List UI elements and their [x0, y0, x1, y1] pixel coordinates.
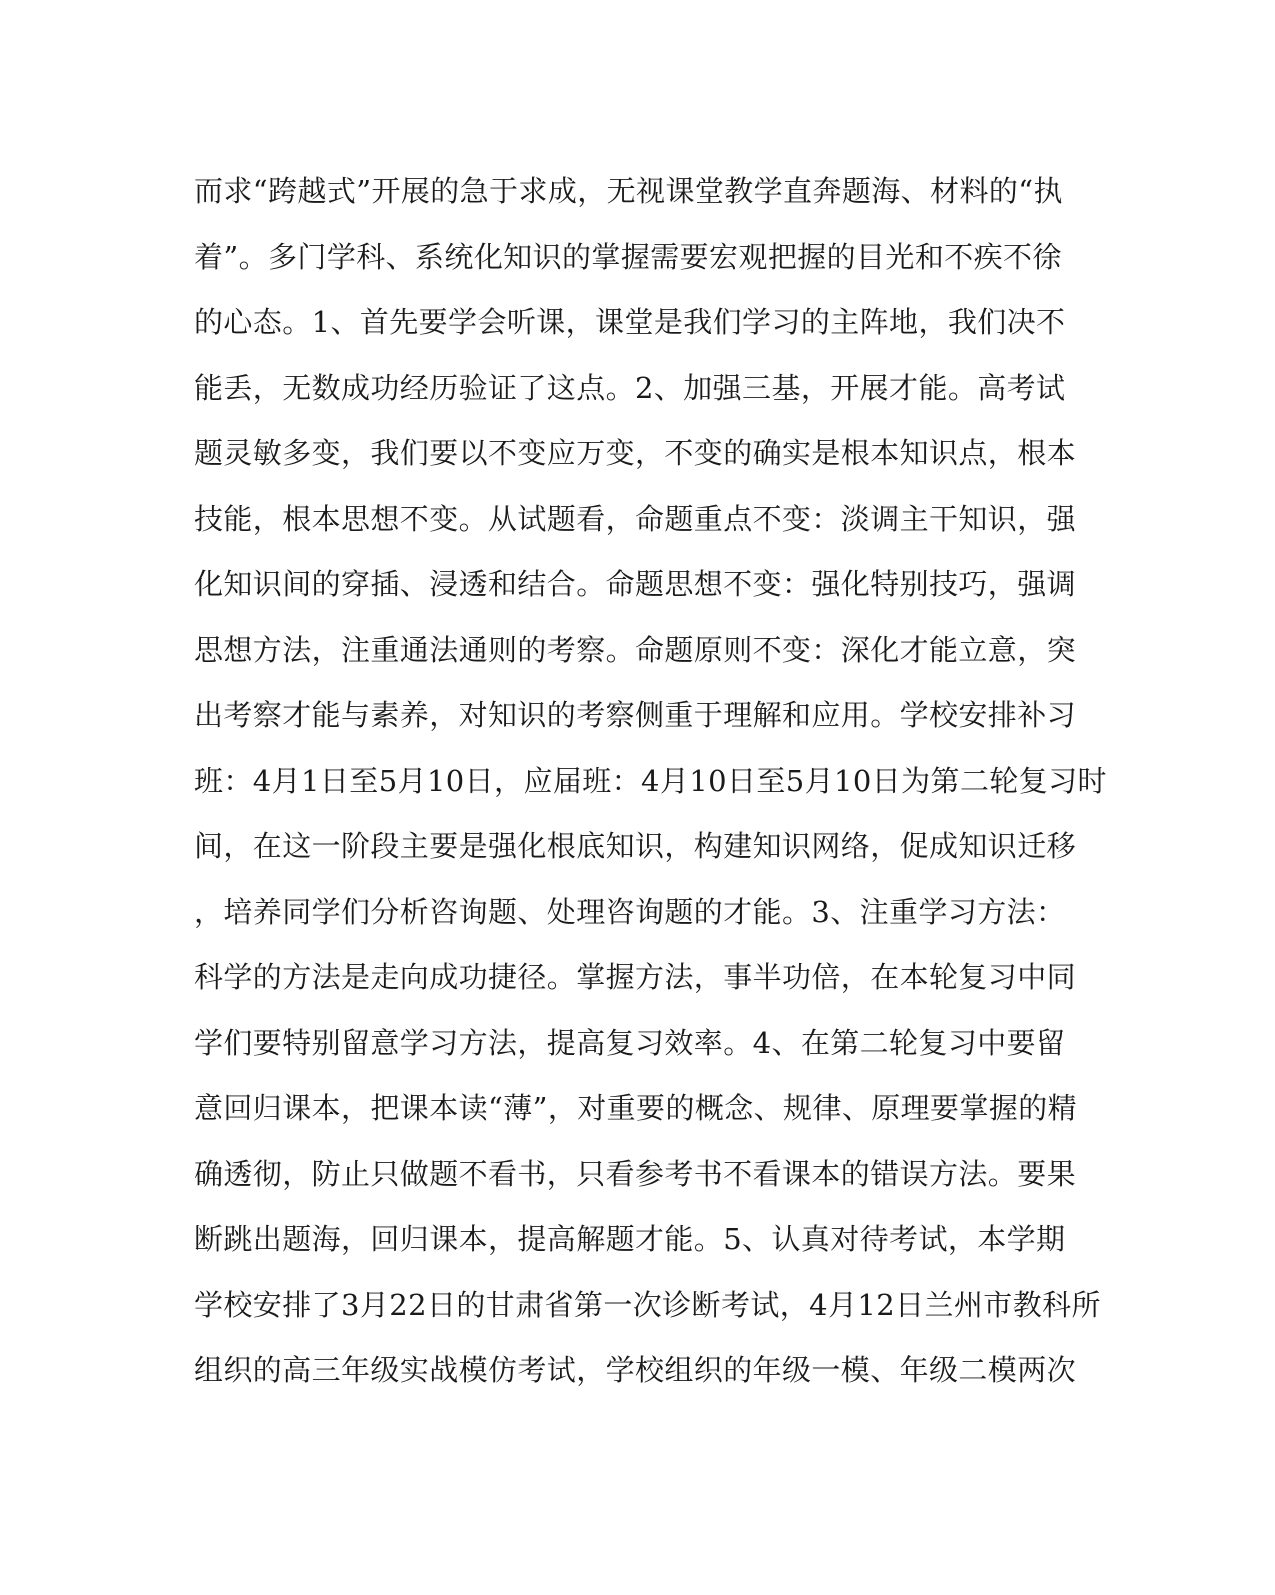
- text-line: 意回归课本，把课本读“薄”，对重要的概念、规律、原理要掌握的精: [194, 1091, 1078, 1125]
- text-line: 思想方法，注重通法通则的考察。命题原则不变：深化才能立意，突: [194, 632, 1077, 667]
- text-line: 班：4月1日至5月10日，应届班：4月10日至5月10日为第二轮复习时: [194, 763, 1107, 798]
- text-line: 而求“跨越式”开展的急于求成，无视课堂教学直奔题海、材料的“执: [194, 174, 1063, 208]
- text-line: 题灵敏多变，我们要以不变应万变，不变的确实是根本知识点，根本: [194, 436, 1077, 470]
- body-text: [194, 168, 1107, 1413]
- text-line: 的心态。1、首先要学会听课，课堂是我们学习的主阵地，我们决不: [194, 305, 1066, 339]
- text-line: 着”。多门学科、系统化知识的掌握需要宏观把握的目光和不疾不徐: [194, 239, 1062, 274]
- text-line: 确透彻，防止只做题不看书，只看参考书不看课本的错误方法。要果: [194, 1156, 1077, 1191]
- text-line: 化知识间的穿插、浸透和结合。命题思想不变：强化特别技巧，强调: [194, 567, 1077, 601]
- text-line: 能丢，无数成功经历验证了这点。2、加强三基，开展才能。高考试: [194, 370, 1066, 405]
- text-line: 学们要特别留意学习方法，提高复习效率。4、在第二轮复习中要留: [194, 1025, 1066, 1060]
- text-line: 学校安排了3月22日的甘肃省第一次诊断考试，4月12日兰州市教科所: [194, 1287, 1101, 1322]
- text-line: 技能，根本思想不变。从试题看，命题重点不变：淡调主干知识，强: [194, 501, 1077, 536]
- text-line: 科学的方法是走向成功捷径。掌握方法，事半功倍，在本轮复习中同: [194, 960, 1077, 994]
- text-line: 间，在这一阶段主要是强化根底知识，构建知识网络，促成知识迁移: [194, 829, 1077, 863]
- text-line: 断跳出题海，回归课本，提高解题才能。5、认真对待考试，本学期: [194, 1222, 1066, 1256]
- text-line: ，培养同学们分析咨询题、处理咨询题的才能。3、注重学习方法：: [194, 894, 1066, 929]
- text-line: 组织的高三年级实战模仿考试，学校组织的年级一模、年级二模两次: [194, 1353, 1077, 1387]
- text-line: 出考察才能与素养，对知识的考察侧重于理解和应用。学校安排补习: [194, 698, 1077, 732]
